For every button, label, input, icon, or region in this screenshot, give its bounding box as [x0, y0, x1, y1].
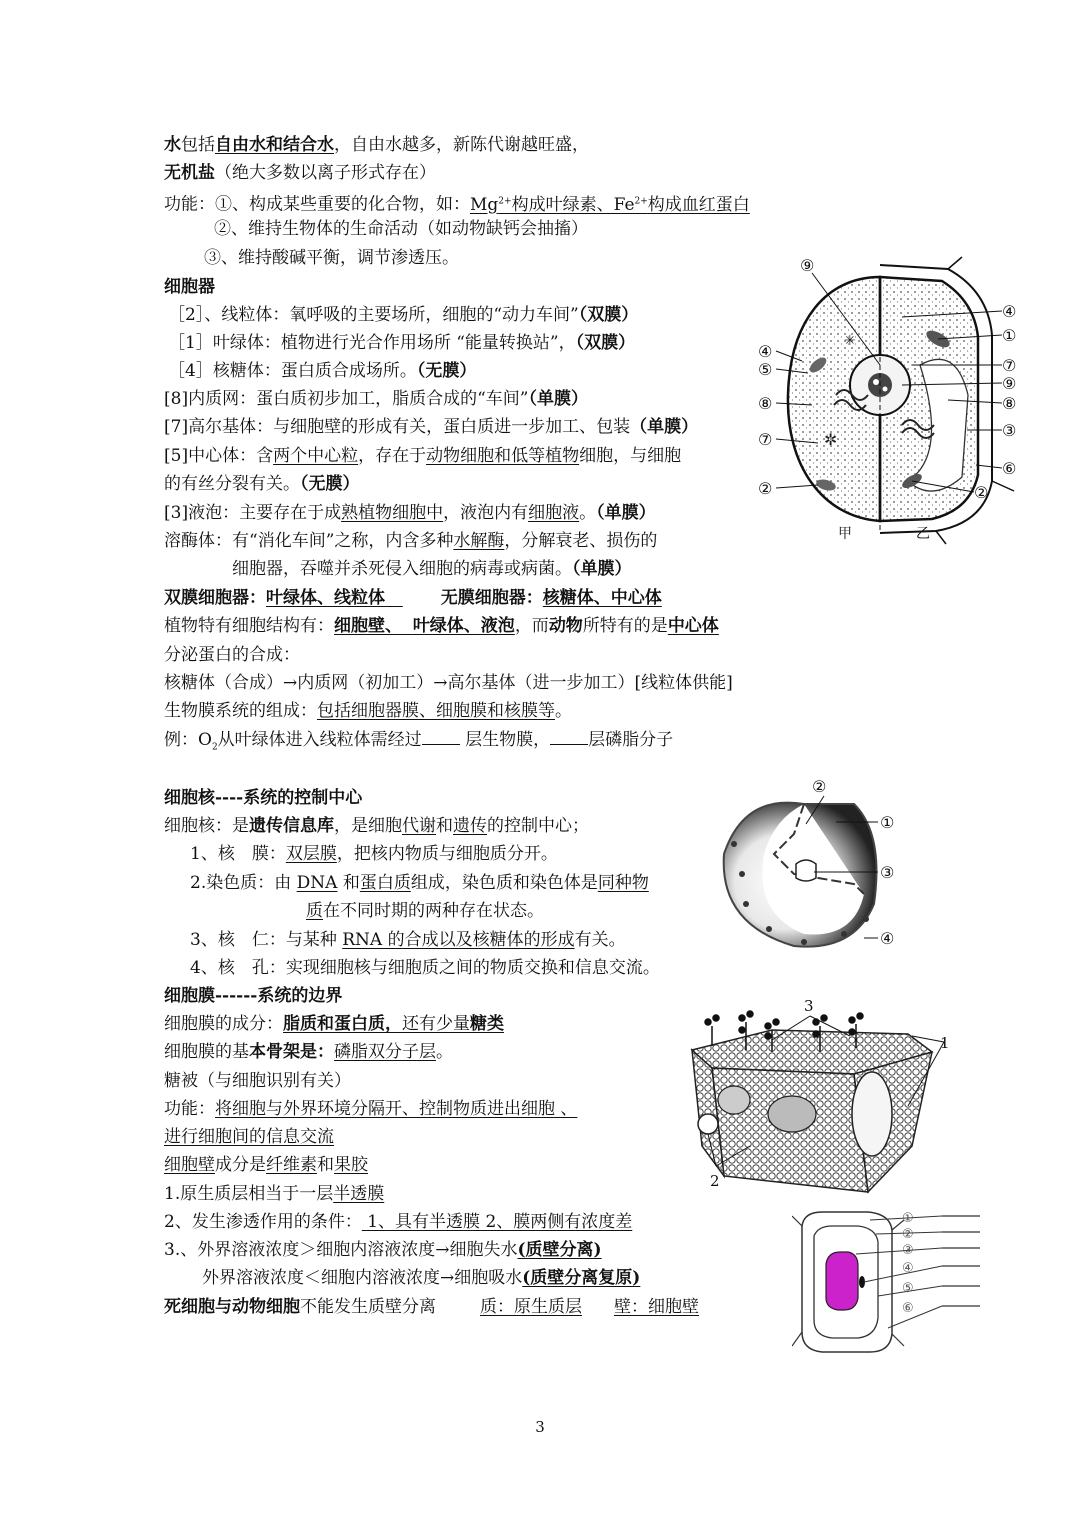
plasmo-label-6: ⑥	[902, 1301, 914, 1316]
organelle-lysosome-cont: 细胞器，吞噬并杀死侵入细胞的病毒或病菌。（单膜）	[232, 559, 632, 579]
organelle-vacuole: [3]液泡：主要存在于成熟植物细胞中，液泡内有细胞液。（单膜）	[164, 503, 656, 523]
membrane-label-2: 2	[710, 1172, 720, 1190]
nucleus-def: 细胞核：是遗传信息库，是细胞代谢和遗传的控制中心；	[164, 816, 589, 836]
example-question: 例：$O_2$从叶绿体进入线粒体需经过 层生物膜， 层磷脂分子	[164, 730, 674, 753]
biomembrane-system: 生物膜系统的组成：包括细胞器膜、细胞膜和核膜等。	[164, 701, 572, 721]
cell-label-4l: ④	[758, 342, 773, 361]
organelle-centrosome: [5]中心体：含两个中心粒，存在于动物细胞和低等植物细胞，与细胞	[164, 446, 682, 466]
protoplast-layer: 1.原生质层相当于一层半透膜	[164, 1184, 385, 1204]
cell-label-7l: ⑦	[758, 430, 773, 449]
plasmo-label-4: ④	[902, 1261, 914, 1276]
svg-text:✲: ✲	[824, 430, 838, 449]
plant-specific: 植物特有细胞结构有：细胞壁、 叶绿体、液泡，而动物所特有的是中心体	[164, 616, 719, 636]
plasmo-label-2: ②	[902, 1227, 914, 1242]
organelle-chloroplast: ［1］叶绿体：植物进行光合作用场所 “能量转换站”，（双膜）	[168, 333, 636, 353]
cell-label-yi: 乙	[916, 526, 930, 542]
nucleus-label-1: ①	[880, 813, 895, 832]
cell-label-5: ⑤	[758, 360, 773, 379]
membrane-label-3: 3	[804, 997, 814, 1015]
secretory-title: 分泌蛋白的合成：	[164, 645, 300, 665]
nucleus-chromatin: 2.染色质：由 DNA 和蛋白质组成，染色质和染色体是同种物	[190, 873, 649, 893]
cell-diagram	[752, 255, 1032, 545]
plasmo-label-1: ①	[902, 1211, 914, 1226]
cell-label-2l: ②	[758, 479, 773, 498]
salt-line: 无机盐（绝大多数以离子形式存在）	[164, 163, 436, 183]
plasmolysis: 3.、外界溶液浓度＞细胞内溶液浓度→细胞失水(质壁分离)	[164, 1240, 602, 1260]
membrane-components: 细胞膜的成分：脂质和蛋白质，还有少量糖类	[164, 1014, 504, 1034]
cell-label-3: ③	[1002, 421, 1017, 440]
membrane-skeleton: 细胞膜的基本骨架是：磷脂双分子层。	[164, 1042, 453, 1062]
organelle-lysosome: 溶酶体：有“消化车间”之称，内含多种水解酶，分解衰老、损伤的	[164, 531, 658, 551]
membrane-label-1: 1	[940, 1034, 950, 1052]
nucleus-envelope: 1、核 膜：双层膜，把核内物质与细胞质分开。	[190, 844, 558, 864]
cell-wall: 细胞壁成分是纤维素和果胶	[164, 1155, 368, 1175]
deplasmolysis: 外界溶液浓度＜细胞内溶液浓度→细胞吸水(质壁分离复原)	[202, 1268, 641, 1288]
plasmo-label-3: ③	[902, 1243, 914, 1258]
membrane-function-cont: 进行细胞间的信息交流	[164, 1127, 334, 1147]
organelle-golgi: [7]高尔基体：与细胞壁的形成有关，蛋白质进一步加工、包装（单膜）	[164, 417, 699, 437]
membrane-function: 功能：将细胞与外界环境分隔开、控制物质进出细胞 、	[164, 1099, 578, 1119]
organelle-er: [8]内质网：蛋白质初步加工，脂质合成的“车间”（单膜）	[164, 389, 588, 409]
nucleus-chromatin-cont: 质在不同时期的两种存在状态。	[306, 901, 544, 921]
osmosis-condition: 2、发生渗透作用的条件： 1、具有半透膜 2、膜两侧有浓度差	[164, 1212, 633, 1232]
organelle-ribosome: ［4］核糖体：蛋白质合成场所。（无膜）	[168, 361, 477, 381]
glycocalyx: 糖被（与细胞识别有关）	[164, 1071, 351, 1091]
function-3: ③、维持酸碱平衡，调节渗透压。	[204, 248, 459, 268]
function-1: 功能：①、构成某些重要的化合物，如：$Mg^{2+}$构成叶绿素、$Fe^{2+}$构成血红蛋白	[164, 194, 750, 215]
cell-label-8r: ⑧	[1002, 394, 1017, 413]
cell-label-9r: ⑨	[1002, 374, 1017, 393]
nucleus-diagram	[714, 774, 914, 954]
page-number: 3	[535, 1418, 545, 1436]
organelles-title: 细胞器	[164, 277, 215, 297]
svg-text:✳: ✳	[844, 333, 856, 349]
nucleus-title: 细胞核----系统的控制中心	[164, 788, 363, 808]
cell-label-jia: 甲	[838, 526, 852, 542]
water-line: 水包括自由水和结合水，自由水越多，新陈代谢越旺盛，	[164, 135, 589, 155]
organelle-mitochondria: ［2］、线粒体：氧呼吸的主要场所，细胞的“动力车间”（双膜）	[168, 305, 639, 325]
plasmolysis-diagram	[792, 1206, 988, 1358]
nucleus-pore: 4、核 孔：实现细胞核与细胞质之间的物质交换和信息交流。	[190, 958, 660, 978]
plasmo-label-5: ⑤	[902, 1281, 914, 1296]
secretory-chain: 核糖体（合成）→内质网（初加工）→高尔基体（进一步加工）[线粒体供能]	[164, 673, 733, 693]
membrane-diagram	[672, 996, 962, 1196]
nucleus-label-3: ③	[880, 863, 895, 882]
cell-label-8l: ⑧	[758, 394, 773, 413]
cell-label-4r: ④	[1002, 302, 1017, 321]
cell-label-6: ⑥	[1002, 459, 1017, 478]
organelle-centrosome-cont: 的有丝分裂有关。（无膜）	[164, 474, 360, 494]
function-2: ②、维持生物体的生命活动（如动物缺钙会抽搐）	[214, 219, 588, 239]
nucleus-nucleolus: 3、核 仁：与某种 RNA 的合成以及核糖体的形成有关。	[190, 930, 626, 950]
nucleus-label-2: ②	[812, 777, 827, 796]
membrane-types: 双膜细胞器：叶绿体、线粒体 无膜细胞器：核糖体、中心体	[164, 588, 662, 608]
cell-label-7r: ⑦	[1002, 356, 1017, 375]
membrane-title: 细胞膜------系统的边界	[164, 986, 343, 1006]
cell-label-1: ①	[1002, 326, 1017, 345]
cell-label-9: ⑨	[800, 256, 815, 275]
cell-label-2r: ②	[974, 483, 989, 502]
nucleus-label-4: ④	[880, 929, 895, 948]
no-plasmolysis: 死细胞与动物细胞不能发生质壁分离 质：原生质层 壁：细胞壁	[164, 1297, 699, 1317]
